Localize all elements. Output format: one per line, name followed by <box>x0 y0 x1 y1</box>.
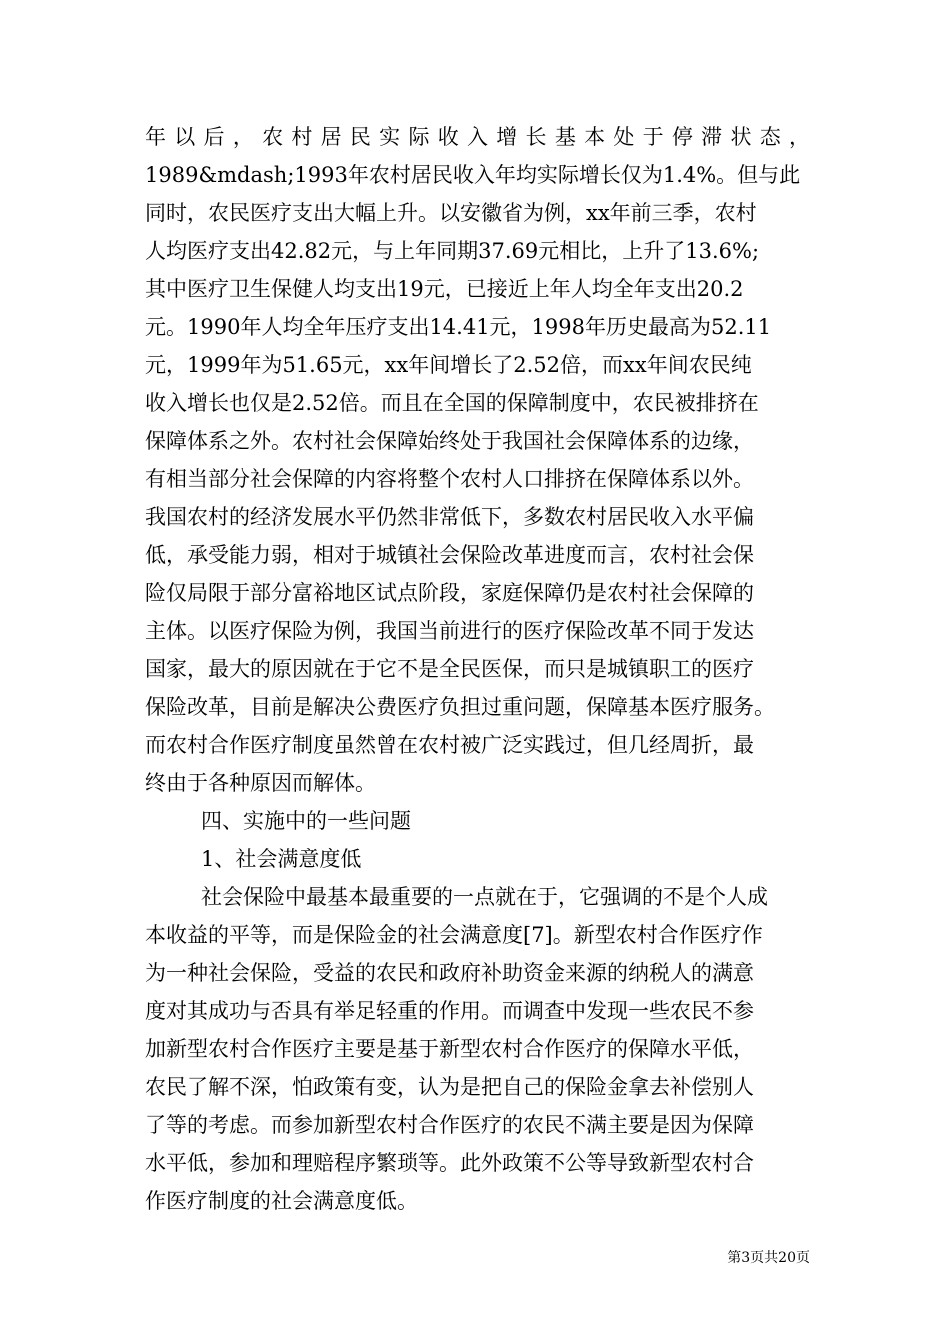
text-line: 保障体系之外。农村社会保障始终处于我国社会保障体系的边缘， <box>145 429 754 453</box>
page-number: 第3页共20页 <box>727 1250 810 1266</box>
text-line: 加新型农村合作医疗主要是基于新型农村合作医疗的保障水平低， <box>145 1037 754 1061</box>
text-line: 社会保险中最基本最重要的一点就在于，它强调的不是个人成 <box>201 885 768 909</box>
text-line: 国家，最大的原因就在于它不是全民医保，而只是城镇职工的医疗 <box>145 657 754 681</box>
text-line: 我国农村的经济发展水平仍然非常低下，多数农村居民收入水平偏 <box>145 505 754 529</box>
subsection-heading: 1、社会满意度低 <box>201 847 362 871</box>
text-line: 作医疗制度的社会满意度低。 <box>145 1189 418 1213</box>
text-line: 同时，农民医疗支出大幅上升。以安徽省为例，xx年前三季，农村 <box>145 201 757 225</box>
text-line: 水平低，参加和理赔程序繁琐等。此外政策不公等导致新型农村合 <box>145 1151 754 1175</box>
section-heading: 四、实施中的一些问题 <box>201 809 411 833</box>
text-line: 险仅局限于部分富裕地区试点阶段，家庭保障仍是农村社会保障的 <box>145 581 754 605</box>
text-line: 有相当部分社会保障的内容将整个农村人口排挤在保障体系以外。 <box>145 467 754 491</box>
text-line: 度对其成功与否具有举足轻重的作用。而调查中发现一些农民不参 <box>145 999 754 1023</box>
text-line: 元，1999年为51.65元，xx年间增长了2.52倍，而xx年间农民纯 <box>145 353 752 377</box>
text-line: 1989&mdash;1993年农村居民收入年均实际增长仅为1.4%。但与此 <box>145 163 801 187</box>
text-line: 农民了解不深，怕政策有变，认为是把自己的保险金拿去补偿别人 <box>145 1075 754 1099</box>
text-line: 人均医疗支出42.82元，与上年同期37.69元相比，上升了13.6%; <box>145 239 760 263</box>
text-line: 年以后，农村居民实际收入增长基本处于停滞状态， <box>145 125 810 149</box>
text-line: 低，承受能力弱，相对于城镇社会保险改革进度而言，农村社会保 <box>145 543 754 567</box>
text-line: 收入增长也仅是2.52倍。而且在全国的保障制度中，农民被排挤在 <box>145 391 759 415</box>
text-line: 主体。以医疗保险为例，我国当前进行的医疗保险改革不同于发达 <box>145 619 754 643</box>
text-line: 保险改革，目前是解决公费医疗负担过重问题，保障基本医疗服务。 <box>145 695 775 719</box>
body-text <box>145 118 810 1220</box>
text-line: 元。1990年人均全年压疗支出14.41元，1998年历史最高为52.11 <box>145 315 772 339</box>
text-line: 本收益的平等，而是保险金的社会满意度[7]。新型农村合作医疗作 <box>145 923 763 947</box>
text-line: 其中医疗卫生保健人均支出19元，已接近上年人均全年支出20.2 <box>145 277 744 301</box>
text-line: 为一种社会保险，受益的农民和政府补助资金来源的纳税人的满意 <box>145 961 754 985</box>
text-line: 而农村合作医疗制度虽然曾在农村被广泛实践过，但几经周折，最 <box>145 733 754 757</box>
text-line: 终由于各种原因而解体。 <box>145 771 376 795</box>
text-line: 了等的考虑。而参加新型农村合作医疗的农民不满主要是因为保障 <box>145 1113 754 1137</box>
